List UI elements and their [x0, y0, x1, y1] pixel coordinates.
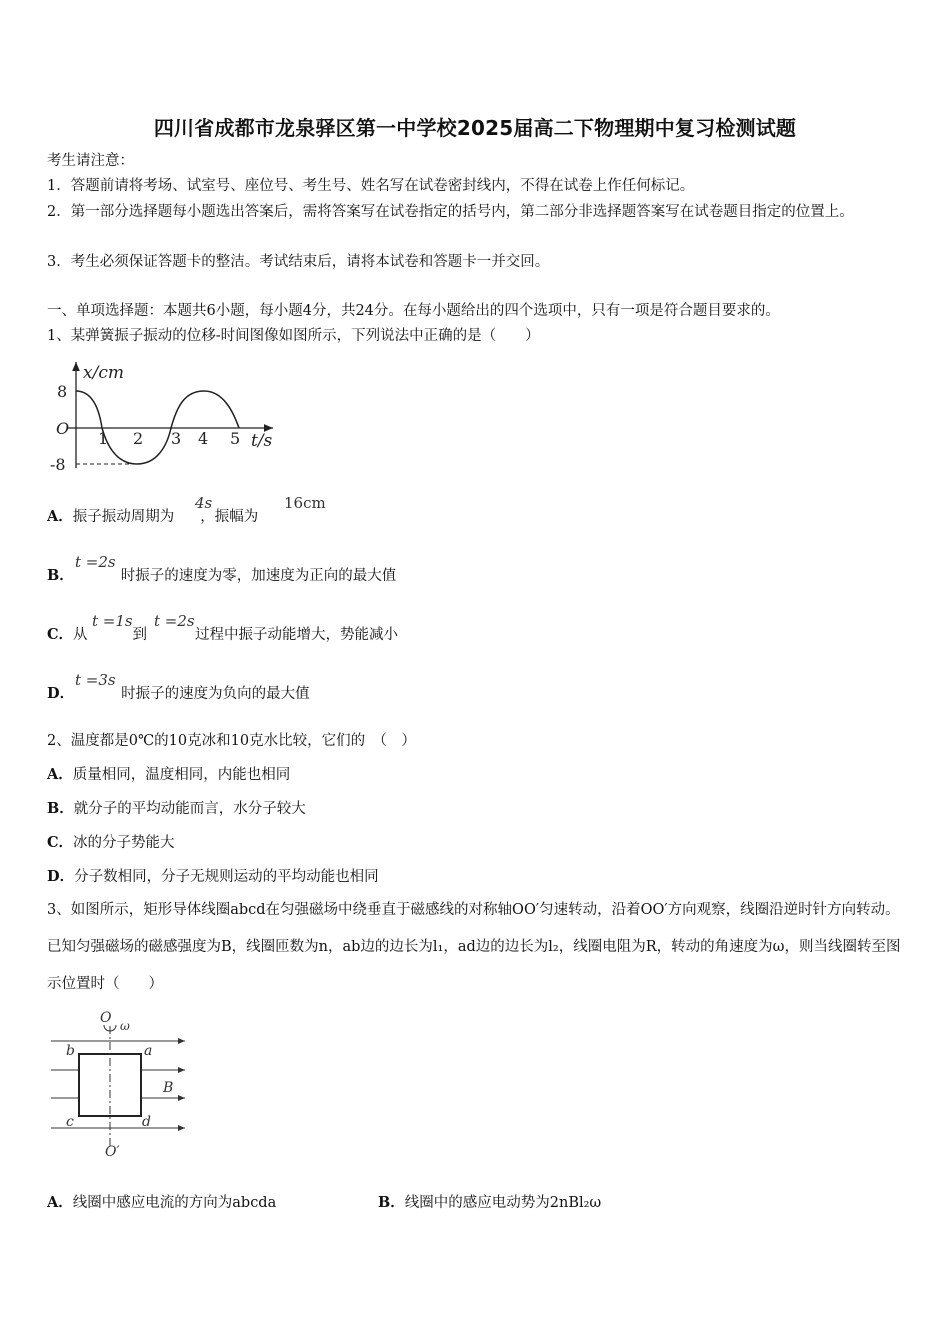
q1-option-c-text: 过程中振子动能增大，势能减小 — [195, 627, 399, 643]
q1-x-tick-5: 5 — [230, 429, 241, 448]
q2-stem: 2、温度都是0℃的10克冰和10克水比较，它们的 （ ） — [47, 733, 416, 749]
q1-x-tick-1: 1 — [98, 429, 109, 448]
q1-option-c-time1: t =1s — [92, 612, 133, 630]
q3-stem: 3、如图所示，矩形导体线圈abcd在匀强磁场中绕垂直于磁感线的对称轴OO′匀速转动，沿着OO′方向观察，线圈沿逆时针方向转动。已知匀强磁场的磁感强度为B，线圈匝数为n，ab边的边长为l₁，ad边的边长为l₂，线圈电阻为R，转动的角速度为ω，则当线圈转至图示位置时（ ） — [47, 902, 901, 992]
q1-option-d-time: t =3s — [75, 671, 116, 689]
q1-option-c-to: 到 — [132, 627, 148, 643]
q2-option-d — [47, 867, 379, 887]
q3-option-a-text: 线圈中感应电流的方向为abcda — [72, 1195, 277, 1211]
section-heading: 一、单项选择题：本题共6小题，每小题4分，共24分。在每小题给出的四个选项中，只有一项是符合题目要求的。 — [47, 303, 780, 319]
q3-option-a — [47, 1193, 276, 1213]
q1-option-c-time2: t =2s — [154, 612, 195, 630]
q1-stem: 1、某弹簧振子振动的位移-时间图像如图所示，下列说法中正确的是（ ） — [47, 328, 540, 344]
q3-coil-figure — [47, 1008, 192, 1160]
q2-option-c — [47, 833, 175, 853]
q2-option-d-label: D． — [47, 868, 75, 885]
q1-option-a-period: 4s — [195, 494, 213, 512]
q1-x-tick-3: 3 — [171, 429, 182, 448]
q1-option-a-text1: 振子振动周期为 — [72, 509, 175, 525]
q1-origin: O — [56, 419, 70, 438]
q1-option-a-text2: ，振幅为 — [200, 509, 259, 525]
q1-option-b-text: 时振子的速度为零，加速度为正向的最大值 — [120, 568, 397, 584]
q1-option-c-label: C． — [47, 626, 74, 643]
q1-option-a — [47, 507, 258, 527]
q3-field-label: B — [163, 1080, 174, 1096]
q2-option-b-text: 就分子的平均动能而言，水分子较大 — [73, 801, 306, 817]
q2-option-b — [47, 799, 306, 819]
q1-option-a-amplitude: 16cm — [284, 494, 326, 512]
q1-y-axis-label: x/cm — [83, 363, 124, 383]
q1-option-d-text: 时振子的速度为负向的最大值 — [121, 686, 310, 702]
q1-x-tick-2: 2 — [133, 429, 144, 448]
q2-option-c-label: C． — [47, 834, 74, 851]
q2-option-d-text: 分子数相同，分子无规则运动的平均动能也相同 — [74, 869, 379, 885]
q1-y-tick-neg8: -8 — [50, 455, 66, 474]
q3-axis-bottom-label: O′ — [105, 1144, 120, 1160]
q3-axis-top-label: O — [100, 1010, 112, 1026]
notice-item-2: 2．第一部分选择题每小题选出答案后，需将答案写在试卷指定的括号内，第二部分非选择题答案写在试卷题目指定的位置上。 — [47, 204, 854, 220]
q3-option-b-text: 线圈中的感应电动势为2nBl₂ω — [404, 1195, 602, 1211]
q1-option-b-time: t =2s — [75, 553, 116, 571]
q1-option-c-from: 从 — [73, 627, 88, 643]
q3-option-b-label: B． — [378, 1194, 405, 1211]
notice-item-3: 3．考生必须保证答题卡的整洁。考试结束后，请将本试卷和答题卡一并交回。 — [47, 254, 550, 270]
q1-option-b-label: B． — [47, 567, 74, 584]
q3-corner-a: a — [144, 1043, 153, 1059]
q1-x-tick-4: 4 — [198, 429, 209, 448]
q2-option-c-text: 冰的分子势能大 — [73, 835, 175, 851]
page-title: 四川省成都市龙泉驿区第一中学校2025届高二下物理期中复习检测试题 — [153, 116, 797, 140]
q3-option-a-label: A． — [47, 1194, 73, 1211]
q3-option-b — [378, 1193, 601, 1213]
q1-displacement-time-graph — [47, 356, 287, 476]
q3-corner-b: b — [66, 1043, 75, 1059]
q3-corner-c: c — [66, 1114, 74, 1130]
q2-option-a-label: A． — [47, 766, 73, 783]
q1-option-d-label: D． — [47, 685, 75, 702]
q2-option-a-text: 质量相同，温度相同，内能也相同 — [72, 767, 291, 783]
q3-omega-label: ω — [120, 1019, 130, 1033]
q3-corner-d: d — [142, 1114, 151, 1130]
q2-option-a — [47, 765, 290, 785]
q1-option-a-label: A． — [47, 508, 73, 525]
notice-heading: 考生请注意： — [47, 153, 134, 169]
q2-option-b-label: B． — [47, 800, 74, 817]
notice-item-1: 1．答题前请将考场、试室号、座位号、考生号、姓名写在试卷密封线内，不得在试卷上作任何标记。 — [47, 178, 695, 194]
q1-x-axis-label: t/s — [251, 431, 273, 451]
q1-y-tick-8: 8 — [57, 382, 68, 401]
